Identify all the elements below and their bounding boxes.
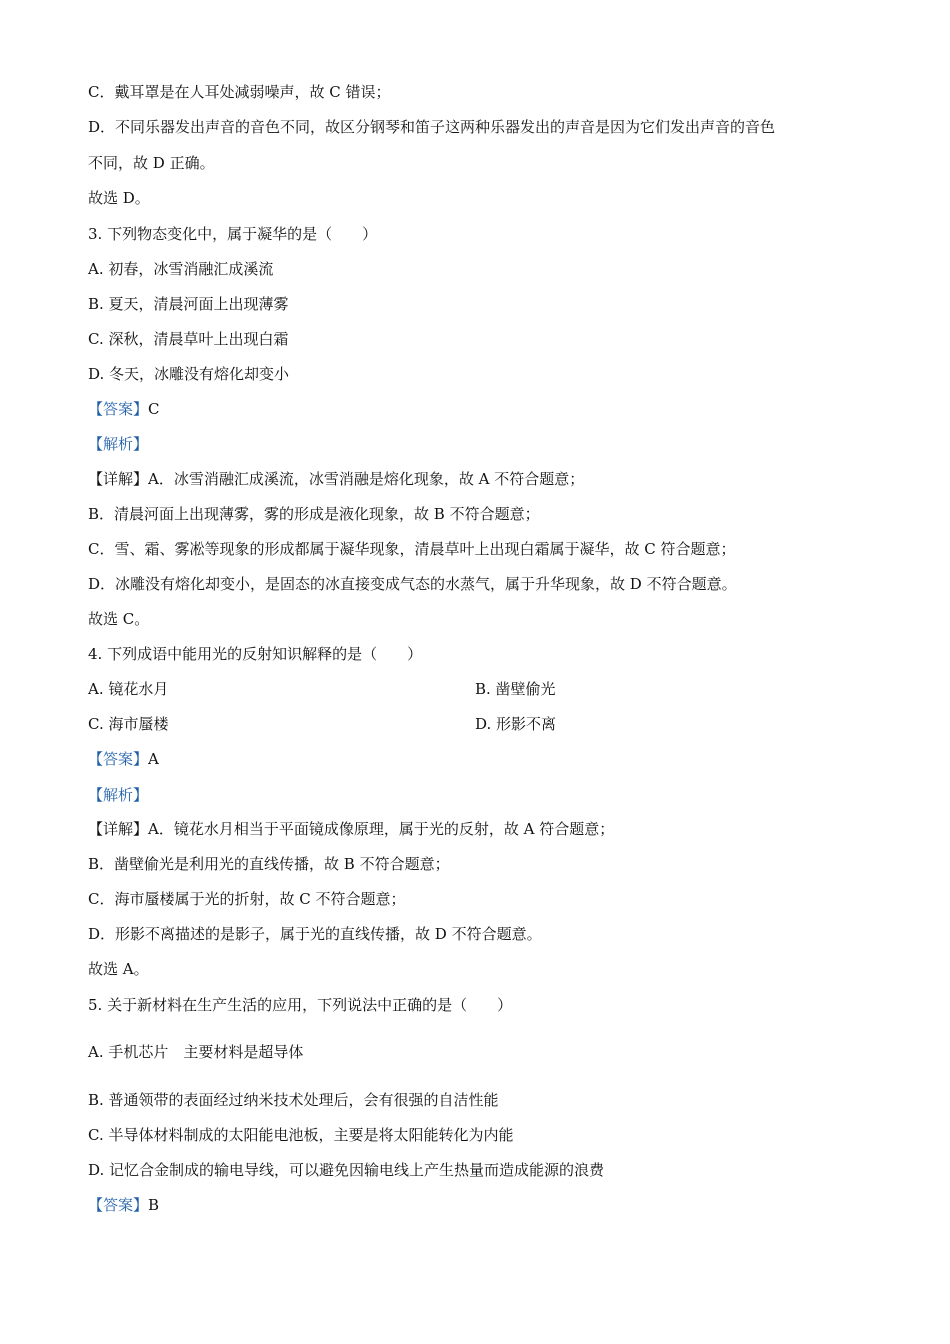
- answer-value: C: [148, 400, 160, 418]
- detail-a-text: A．冰雪消融汇成溪流，冰雪消融是熔化现象，故 A 不符合题意；: [148, 470, 585, 488]
- q4-detail-a: [88, 819, 614, 839]
- q4-option-a: A. 镜花水月: [88, 680, 169, 698]
- q3-option-b: B. 夏天，清晨河面上出现薄雾: [88, 295, 289, 313]
- q3-conclusion: 故选 C。: [88, 610, 150, 628]
- q5-option-c: C. 半导体材料制成的太阳能电池板，主要是将太阳能转化为内能: [88, 1126, 514, 1144]
- q3-detail-c: C．雪、霜、雾凇等现象的形成都属于凝华现象，清晨草叶上出现白霜属于凝华，故 C 符合题意；: [88, 540, 736, 558]
- q3-analysis-tag: 【解析】: [88, 435, 149, 453]
- q2-option-d-explanation-cont: 不同，故 D 正确。: [88, 154, 215, 172]
- detail-tag: 【详解】: [88, 470, 149, 488]
- q5-stem: 5. 关于新材料在生产生活的应用，下列说法中正确的是（ ）: [88, 996, 513, 1014]
- answer-tag: 【答案】: [88, 400, 149, 418]
- q2-conclusion: 故选 D。: [88, 189, 150, 207]
- q4-option-d: D. 形影不离: [475, 715, 557, 733]
- q3-option-a: A. 初春，冰雪消融汇成溪流: [88, 260, 274, 278]
- q4-conclusion: 故选 A。: [88, 960, 149, 978]
- q4-stem: 4. 下列成语中能用光的反射知识解释的是（ ）: [88, 645, 423, 663]
- q4-analysis-tag: 【解析】: [88, 786, 149, 804]
- answer-value: B: [148, 1196, 160, 1214]
- q4-option-c: C. 海市蜃楼: [88, 715, 169, 733]
- detail-a-text: A．镜花水月相当于平面镜成像原理，属于光的反射，故 A 符合题意；: [148, 820, 615, 838]
- q5-option-d: D. 记忆合金制成的输电导线，可以避免因输电线上产生热量而造成能源的浪费: [88, 1161, 605, 1179]
- q3-answer: [88, 399, 160, 419]
- q3-detail-b: B．清晨河面上出现薄雾，雾的形成是液化现象，故 B 不符合题意；: [88, 505, 540, 523]
- answer-tag: 【答案】: [88, 750, 149, 768]
- q5-answer: [88, 1195, 159, 1215]
- q3-stem: 3. 下列物态变化中，属于凝华的是（ ）: [88, 225, 378, 243]
- q5-option-b: B. 普通领带的表面经过纳米技术处理后，会有很强的自洁性能: [88, 1091, 499, 1109]
- q4-detail-d: D．形影不离描述的是影子，属于光的直线传播，故 D 不符合题意。: [88, 925, 542, 943]
- q2-option-d-explanation: D．不同乐器发出声音的音色不同，故区分钢琴和笛子这两种乐器发出的声音是因为它们发出声音的音色: [88, 118, 776, 136]
- q3-option-d: D. 冬天，冰雕没有熔化却变小: [88, 365, 290, 383]
- q4-detail-c: C．海市蜃楼属于光的折射，故 C 不符合题意；: [88, 890, 406, 908]
- answer-value: A: [148, 750, 159, 768]
- q4-option-b: B. 凿壁偷光: [475, 680, 556, 698]
- q2-option-c-explanation: C．戴耳罩是在人耳处减弱噪声，故 C 错误；: [88, 83, 391, 101]
- q3-option-c: C. 深秋，清晨草叶上出现白霜: [88, 330, 289, 348]
- answer-tag: 【答案】: [88, 1196, 149, 1214]
- detail-tag: 【详解】: [88, 820, 149, 838]
- q3-detail-a: [88, 469, 584, 489]
- q5-option-a: A. 手机芯片 主要材料是超导体: [88, 1043, 304, 1061]
- q4-answer: [88, 749, 159, 769]
- q3-detail-d: D．冰雕没有熔化却变小，是固态的冰直接变成气态的水蒸气，属于升华现象，故 D 不符合题意。: [88, 575, 737, 593]
- q4-detail-b: B．凿壁偷光是利用光的直线传播，故 B 不符合题意；: [88, 855, 450, 873]
